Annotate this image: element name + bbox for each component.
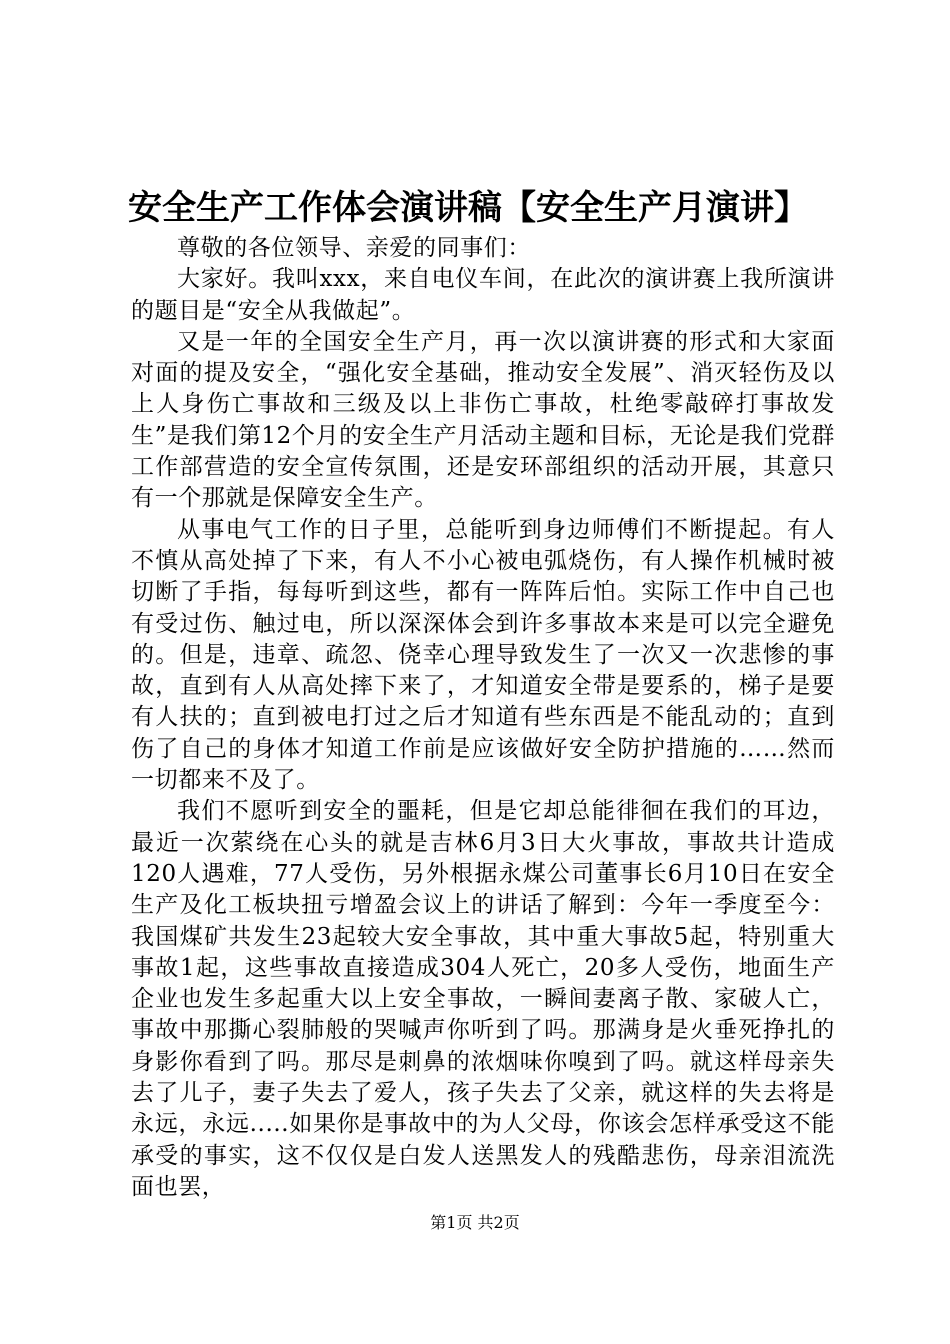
intro-paragraph: 大家好。我叫xxx，来自电仪车间，在此次的演讲赛上我所演讲的题目是“安全从我做起”。 [131,266,835,324]
document-body [131,233,835,1203]
page-number-footer: 第1页 共2页 [430,1213,520,1232]
theme-paragraph: 又是一年的全国安全生产月，再一次以演讲赛的形式和大家面对面的提及安全，“强化安全基础，推动安全发展”、消灭轻伤及以上人身伤亡事故和三级及以上非伤亡事故，杜绝零敲碎打事故发生”是我们第12个月的安全生产月活动主题和目标，无论是我们党群工作部营造的安全宣传氛围，还是安环部组织的活动开展，其意只有一个那就是保障安全生产。 [131,328,835,512]
experience-paragraph: 从事电气工作的日子里，总能听到身边师傅们不断提起。有人不慎从高处掉了下来，有人不小心被电弧烧伤，有人操作机械时被切断了手指，每每听到这些，都有一阵阵后怕。实际工作中自己也有受过伤、触过电，所以深深体会到许多事故本来是可以完全避免的。但是，违章、疏忽、侥幸心理导致发生了一次又一次悲惨的事故，直到有人从高处摔下来了，才知道安全带是要系的，梯子是要有人扶的；直到被电打过之后才知道有些东西是不能乱动的；直到伤了自己的身体才知道工作前是应该做好安全防护措施的……然而一切都来不及了。 [131,516,835,794]
salutation-paragraph: 尊敬的各位领导、亲爱的同事们： [177,235,531,261]
accident-paragraph: 我们不愿听到安全的噩耗，但是它却总能徘徊在我们的耳边，最近一次萦绕在心头的就是吉林6月3日大火事故，事故共计造成120人遇难，77人受伤，另外根据永煤公司董事长6月10日在安全生产及化工板块扭亏增盈会议上的讲话了解到：今年一季度至今：我国煤矿共发生23起较大安全事故，其中重大事故5起，特别重大事故1起，这些事故直接造成304人死亡，20多人受伤，地面生产企业也发生多起重大以上安全事故，一瞬间妻离子散、家破人亡，事故中那撕心裂肺般的哭喊声你听到了吗。那满身是火垂死挣扎的身影你看到了吗。那尽是刺鼻的浓烟味你嗅到了吗。就这样母亲失去了儿子，妻子失去了爱人，孩子失去了父亲，就这样的失去将是永远，永远.....如果你是事故中的为人父母，你该会怎样承受这不能承受的事实，这不仅仅是白发人送黑发人的残酷悲伤，母亲泪流洗面也罢， [131,798,835,1200]
document-title: 安全生产工作体会演讲稿【安全生产月演讲】 [128,188,808,228]
